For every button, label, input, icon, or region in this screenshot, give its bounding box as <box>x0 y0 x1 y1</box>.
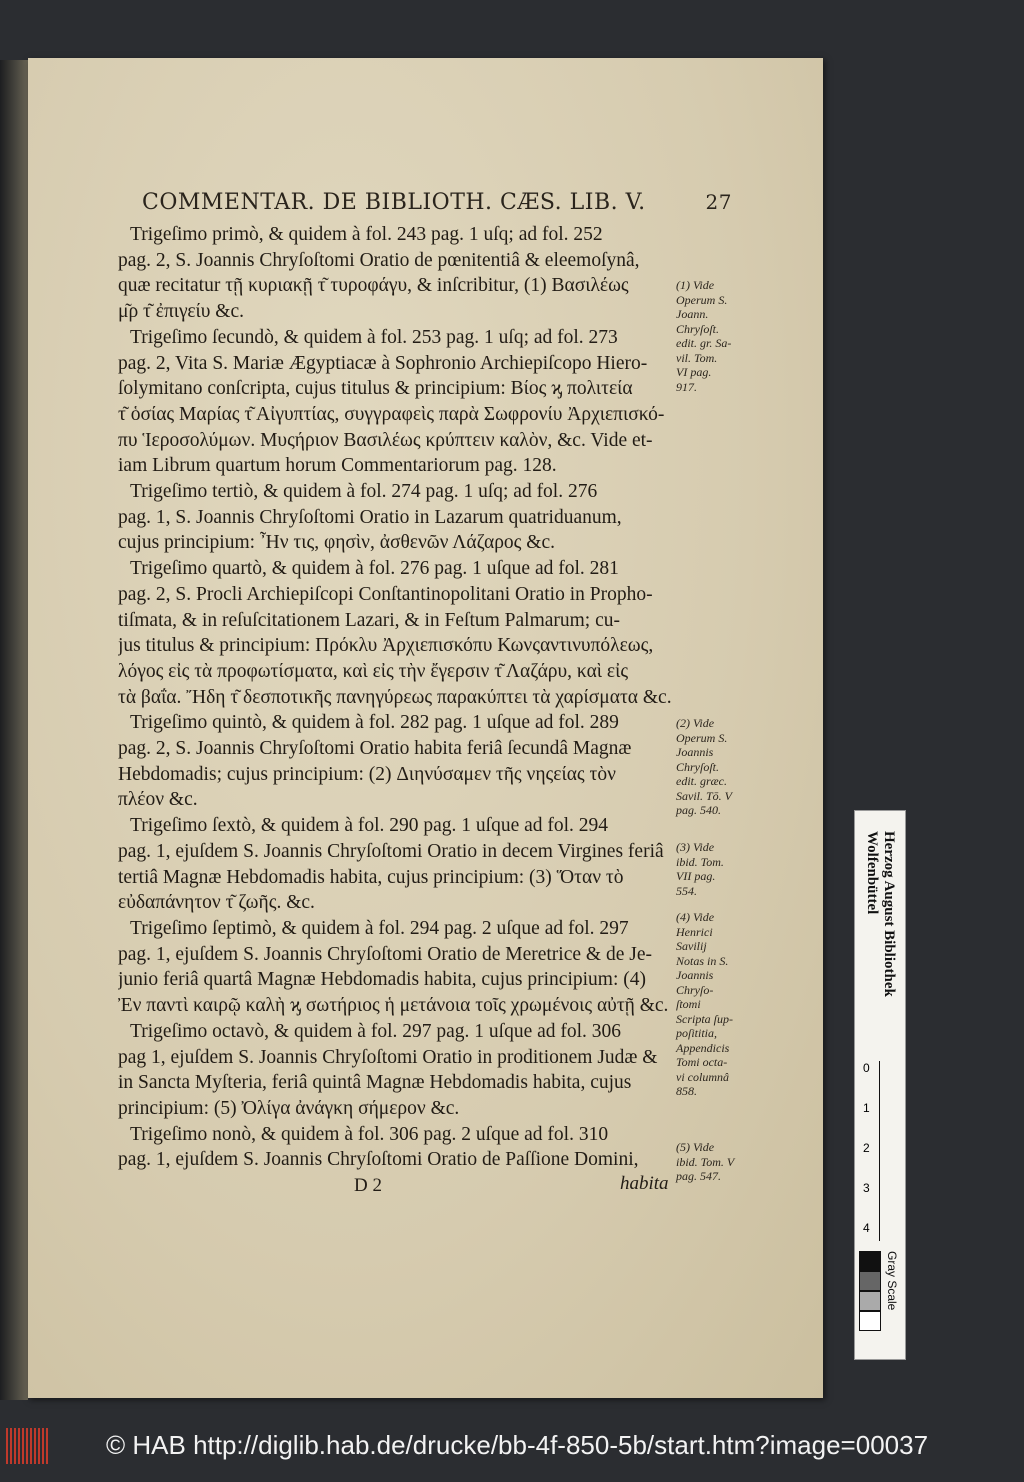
text-line: πυ Ἱεροσολύμων. Μυςήριον Βασιλέως κρύπτειν καλὸν, &c. Vide et- <box>118 429 653 451</box>
text-line: quæ recitatur τῇ κυριακῇ τ͂ τυροφάγυ, & inſcribitur, (1) Βασιλέως <box>118 275 629 297</box>
text-line: iam Librum quartum horum Commentariorum pag. 128. <box>118 455 557 477</box>
text-line: Hebdomadis; cujus principium: (2) Διηνύσαμεν τῆς νηςείας τὸν <box>118 763 616 785</box>
gray-scale-swatches <box>859 1251 881 1331</box>
running-head <box>142 190 732 215</box>
margin-note-3: (3) Vide ibid. Tom. VII pag. 554. <box>676 840 724 898</box>
text-line: τὰ βαΐα. Ἤδη τ͂ δεσποτικῆς πανηγύρεως παρακύπτει τὰ χαρίσματα &c. <box>118 686 672 708</box>
text-line: pag. 1, ejuſdem S. Joannis Chryſoſtomi Oratio de Meretrice & de Je- <box>118 943 652 965</box>
body-text <box>118 222 674 1173</box>
text-line: pag 1, ejuſdem S. Joannis Chryſoſtomi Oratio in proditionem Judæ & <box>118 1046 658 1068</box>
text-line: Trigeſimo quartò, & quidem à fol. 276 pag. 1 uſque ad fol. 281 <box>130 558 619 580</box>
text-line: Trigeſimo ſeptimò, & quidem à fol. 294 pag. 2 uſque ad fol. 297 <box>130 917 629 939</box>
text-line: εὐδαπάνητον τ͂ ζωῆς. &c. <box>118 892 315 914</box>
text-line: λόγος εἰς τὰ προφωτίσματα, καὶ εἰς τὴν ἔγερσιν τ͂ Λαζάρυ, καὶ εἰς <box>118 660 629 682</box>
text-line: cujus principium: Ἦν τις, φησὶν, ἀσθενῶν Λάζαρος &c. <box>118 532 555 554</box>
ruler-label-0: 0 <box>863 1061 870 1075</box>
margin-note-1: (1) Vide Operum S. Joann. Chryſoſt. edit. gr. Sa- vil. Tom. VI pag. 917. <box>676 278 732 394</box>
hab-logo-icon <box>6 1428 50 1464</box>
ruler-label-3: 3 <box>863 1181 870 1195</box>
running-head-title: COMMENTAR. DE BIBLIOTH. CÆS. LIB. V. <box>142 190 646 215</box>
scale-ruler <box>857 1061 903 1261</box>
page-number: 27 <box>705 190 732 214</box>
text-line: τ͂ ὁσίας Μαρίας τ͂ Αἰγυπτίας, συγγραφεὶς παρὰ Σωφρονίυ Ἀρχιεπισκό- <box>118 403 665 425</box>
catchword: habita <box>620 1173 669 1194</box>
text-line: tiſmata, & in reſuſcitationem Lazari, & in Feſtum Palmarum; cu- <box>118 609 620 631</box>
text-line: pag. 1, ejuſdem S. Joannis Chryſoſtomi Oratio in decem Virgines feriâ <box>118 840 664 862</box>
ruler-label-1: 1 <box>863 1101 870 1115</box>
text-line: pag. 1, S. Joannis Chryſoſtomi Oratio in Lazarum quatriduanum, <box>118 506 622 528</box>
text-line: junio feriâ quartâ Magnæ Hebdomadis habita, cujus principium: (4) <box>118 969 646 991</box>
text-line: jus titulus & principium: Πρόκλυ Ἀρχιεπισκόπυ Κωνςαντινυπόλεως, <box>118 635 654 657</box>
margin-note-2: (2) Vide Operum S. Joannis Chryſoſt. edit. græc. Savil. Tō. V pag. 540. <box>676 716 732 817</box>
text-line: Trigeſimo quintò, & quidem à fol. 282 pag. 1 uſque ad fol. 289 <box>130 712 619 734</box>
text-line: Trigeſimo nonò, & quidem à fol. 306 pag. 2 uſque ad fol. 310 <box>130 1123 609 1145</box>
text-line: in Sancta Myſteria, feriâ quintâ Magnæ Hebdomadis habita, cujus <box>118 1072 632 1094</box>
text-line: pag. 1, ejuſdem S. Joannis Chryſoſtomi Oratio de Paſſione Domini, <box>118 1149 639 1171</box>
text-line: μ͂ρ τ͂ ἐπιγείυ &c. <box>118 301 244 323</box>
library-color-strip <box>854 810 906 1360</box>
text-line: pag. 2, S. Joannis Chryſoſtomi Oratio de pœnitentiâ & eleemoſynâ, <box>118 249 640 271</box>
gray-scale-label: Gray Scale <box>885 1251 899 1311</box>
library-name: Herzog August Bibliothek Wolfenbüttel <box>864 831 897 997</box>
text-line: pag. 2, S. Joannis Chryſoſtomi Oratio habita feriâ ſecundâ Magnæ <box>118 738 632 760</box>
text-line: principium: (5) Ὀλίγα ἀνάγκη σήμερον &c. <box>118 1097 460 1119</box>
margin-note-4: (4) Vide Henrici Savilij Notas in S. Joannis Chryſo- ſtomi Scripta ſup- poſititia, Appendicis Tomi octa- vi columnâ 858. <box>676 910 733 1098</box>
book-gutter-edge <box>0 60 28 1400</box>
footer-bar <box>0 1418 1024 1482</box>
copyright-url[interactable]: © HAB http://diglib.hab.de/drucke/bb-4f-850-5b/start.htm?image=00037 <box>106 1430 929 1460</box>
text-line: pag. 2, Vita S. Mariæ Ægyptiacæ à Sophronio Archiepiſcopo Hiero- <box>118 352 648 374</box>
text-line: Ἐν παντὶ καιρῷ καλὴ ϗ σωτήριος ἡ μετάνοια τοῖς χρωμένοις αὐτῇ &c. <box>118 995 669 1017</box>
text-line: Trigeſimo ſextò, & quidem à fol. 290 pag. 1 uſque ad fol. 294 <box>130 815 609 837</box>
text-line: pag. 2, S. Procli Archiepiſcopi Conſtantinopolitani Oratio in Propho- <box>118 583 653 605</box>
ruler-label-4: 4 <box>863 1221 870 1235</box>
signature-mark: D 2 <box>354 1175 382 1196</box>
text-line: Trigeſimo tertiò, & quidem à fol. 274 pag. 1 uſq; ad fol. 276 <box>130 481 598 503</box>
text-line: πλέον &c. <box>118 789 198 811</box>
text-line: Trigeſimo octavò, & quidem à fol. 297 pag. 1 uſque ad fol. 306 <box>130 1020 622 1042</box>
text-line: Trigeſimo ſecundò, & quidem à fol. 253 pag. 1 uſq; ad fol. 273 <box>130 326 618 348</box>
text-line: tertiâ Magnæ Hebdomadis habita, cujus principium: (3) Ὅταν τὸ <box>118 866 624 888</box>
ruler-label-2: 2 <box>863 1141 870 1155</box>
margin-note-5: (5) Vide ibid. Tom. V pag. 547. <box>676 1140 735 1183</box>
text-line: Trigeſimo primò, & quidem à fol. 243 pag. 1 uſq; ad fol. 252 <box>130 224 603 245</box>
text-line: ſolymitano conſcripta, cujus titulus & principium: Βίος ϗ πολιτεία <box>118 378 633 400</box>
